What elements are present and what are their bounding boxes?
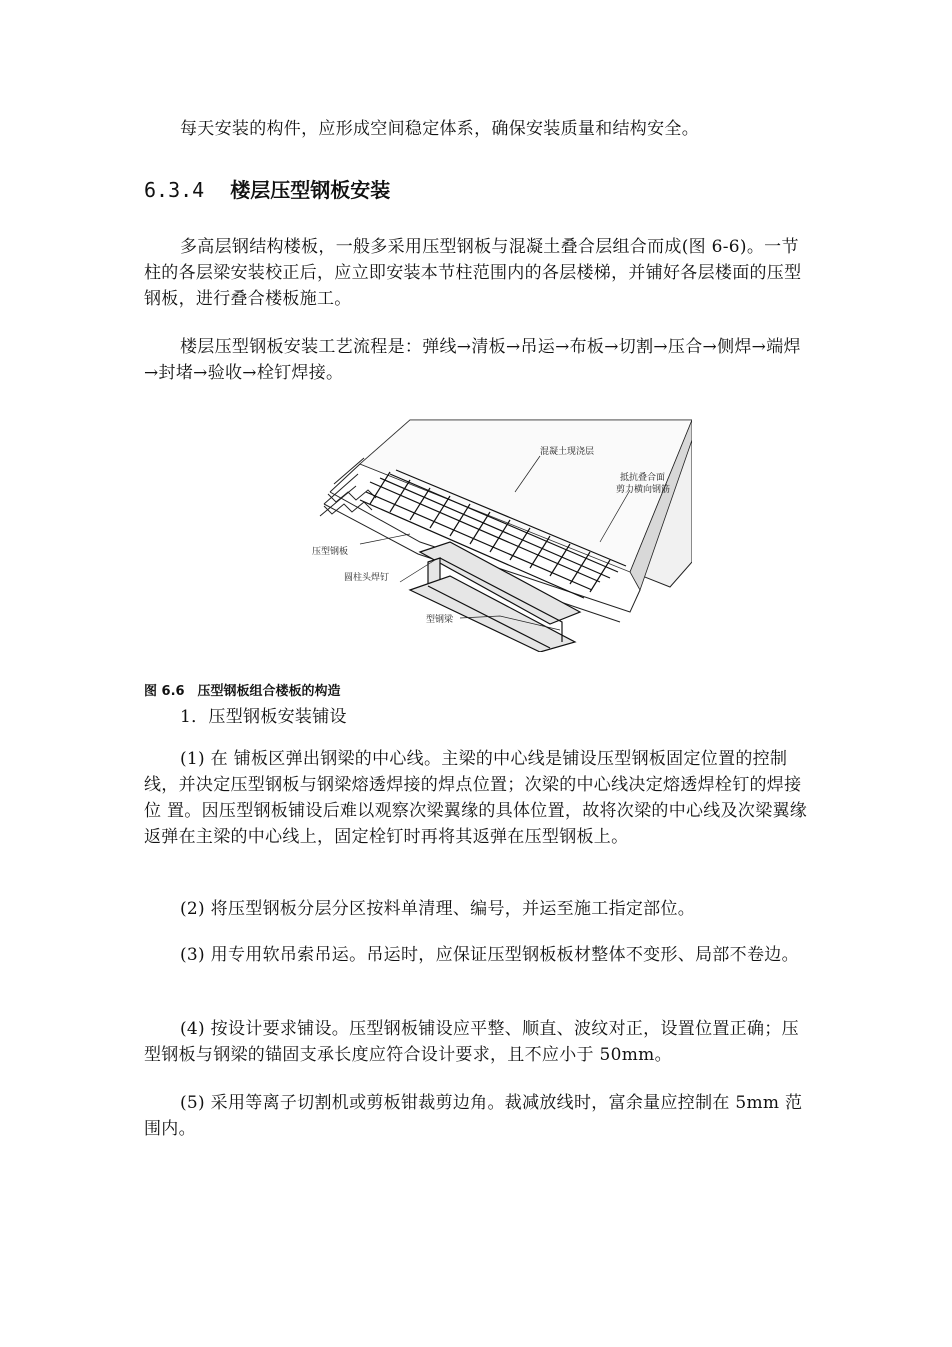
section-heading: [144, 174, 390, 203]
label-shear-2: 剪力横向钢筋: [616, 485, 671, 495]
section-number: 6.3.4: [144, 178, 205, 202]
intro-paragraph: 每天安装的构件，应形成空间稳定体系，确保安装质量和结构安全。: [180, 119, 699, 139]
item-1: (1) 在 铺板区弹出钢梁的中心线。主梁的中心线是铺设压型钢板固定位置的控制线，并决定压型钢板与钢梁熔透焊接的焊点位置；次梁的中心线决定熔透焊栓钉的焊接位 置。因压型钢板铺设后难以观察次梁翼缘的具体位置，故将次梁的中心线及次梁翼缘返弹在主梁的中心线上，固定栓钉时再将其返弹在压型钢板上。: [144, 749, 808, 847]
paragraph-process-flow: 楼层压型钢板安装工艺流程是：弹线→清板→吊运→布板→切割→压合→侧焊→端焊→封堵→验收→栓钉焊接。: [144, 337, 801, 383]
label-shear-1: 抵抗叠合面: [620, 473, 666, 483]
label-concrete: 混凝土现浇层: [540, 447, 595, 457]
label-stud: 圆柱头焊钉: [344, 573, 390, 583]
item-2: (2) 将压型钢板分层分区按料单清理、编号，并运至施工指定部位。: [180, 899, 696, 919]
item-3: (3) 用专用软吊索吊运。吊运时，应保证压型钢板板材整体不变形、局部不卷边。: [180, 945, 799, 965]
section-title: 楼层压型钢板安装: [230, 178, 391, 202]
label-deck: 压型钢板: [312, 547, 349, 557]
composite-floor-figure: [300, 412, 692, 652]
item-4: (4) 按设计要求铺设。压型钢板铺设应平整、顺直、波纹对正，设置位置正确；压型钢板与钢梁的锚固支承长度应符合设计要求，且不应小于 50mm。: [144, 1019, 799, 1065]
item-5: (5) 采用等离子切割机或剪板钳裁剪边角。裁减放线时，富余量应控制在 5mm 范围内。: [144, 1093, 803, 1139]
subsection-title: 1．压型钢板安装铺设: [180, 707, 347, 727]
figure-caption: 图 6.6 压型钢板组合楼板的构造: [144, 684, 341, 699]
paragraph-composite-floor: 多高层钢结构楼板，一般多采用压型钢板与混凝土叠合层组合而成(图 6-6)。一节柱的各层梁安装校正后，应立即安装本节柱范围内的各层楼梯，并铺好各层楼面的压型钢板，进行叠合楼板施工。: [144, 237, 802, 309]
label-beam: 型钢梁: [426, 615, 454, 625]
